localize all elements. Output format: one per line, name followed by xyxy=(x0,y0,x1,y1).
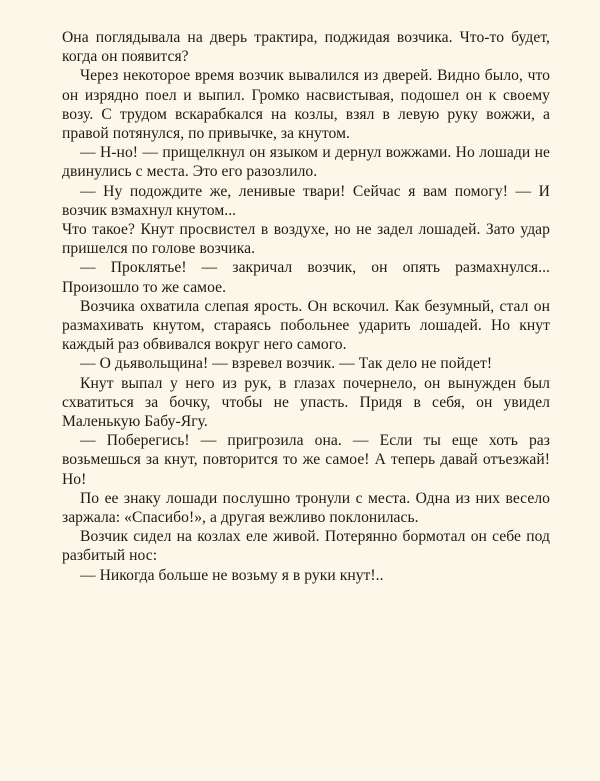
paragraph-12: Возчик сидел на козлах еле живой. Потерянно бормотал он себе под разбитый нос: xyxy=(62,528,550,565)
paragraph-5: Что такое? Кнут просвистел в воздухе, но не задел лошадей. Зато удар пришелся по голове возчика. xyxy=(62,221,550,258)
paragraph-3: — Н-но! — прищелкнул он языком и дернул вожжами. Но лошади не двинулись с места. Это его разозлило. xyxy=(62,144,550,181)
paragraph-11: По ее знаку лошади послушно тронули с места. Одна из них весело заржала: «Спасибо!», а другая вежливо поклонилась. xyxy=(62,489,550,527)
paragraph-1: Она поглядывала на дверь трактира, поджидая возчика. Что-то будет, когда он появится? xyxy=(62,29,550,66)
paragraph-6: — Проклятье! — закричал возчик, он опять размахнулся... Произошло то же самое. xyxy=(62,259,550,296)
paragraph-10: — Поберегись! — пригрозила она. — Если ты еще хоть раз возьмешься за кнут, повторится то же самое! А теперь давай отъезжай! Но! xyxy=(62,432,550,488)
paragraph-7: Возчика охватила слепая ярость. Он вскочил. Как безумный, стал он размахивать кнутом, стараясь побольнее ударить лошадей. Но кнут каждый раз обвивался вокруг него самого. xyxy=(62,297,550,354)
paragraph-13: — Никогда больше не возьму я в руки кнут!.. xyxy=(80,566,384,584)
paragraph-4: — Ну подождите же, ленивые твари! Сейчас я вам помогу! — И возчик взмахнул кнутом... xyxy=(62,182,550,219)
page-text xyxy=(62,28,550,585)
paragraph-8: — О дьявольщина! — взревел возчик. — Так дело не пойдет! xyxy=(80,355,493,373)
paragraph-2: Через некоторое время возчик вывалился из дверей. Видно было, что он изрядно поел и выпил. Громко насвистывая, подошел он к своему возу. С трудом вскарабкался на козлы, взял в левую руку вожжи, а правой потянулся, по привычке, за кнутом. xyxy=(62,67,550,143)
paragraph-9: Кнут выпал у него из рук, в глазах почернело, он вынужден был схватиться за бочку, чтобы не упасть. Придя в себя, он увидел Маленькую Бабу-Ягу. xyxy=(62,374,550,431)
